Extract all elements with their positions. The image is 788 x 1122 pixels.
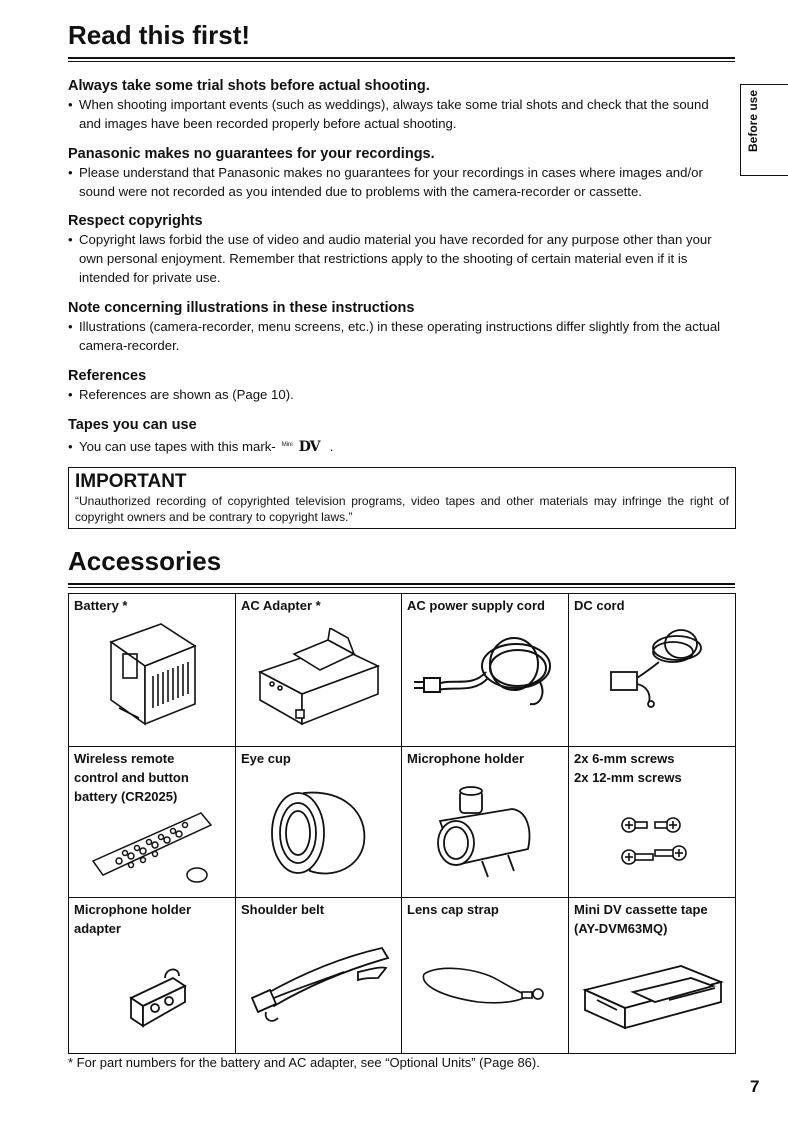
accessory-label: Wireless remote control and button battery (CR2025) xyxy=(74,751,189,804)
section-illustrations xyxy=(68,300,734,356)
section-title: Respect copyrights xyxy=(68,213,203,229)
side-tab-label: Before use xyxy=(746,89,760,153)
section-title: Panasonic makes no guarantees for your recordings. xyxy=(68,146,435,162)
section-trial-shots xyxy=(68,78,734,134)
section-bullet xyxy=(68,438,734,457)
mic-holder-adapter-icon xyxy=(125,964,195,1034)
section-bullet: • Please understand that Panasonic makes no guarantees for your recordings in cases where images and/or sound were not recorded as you intended due to problems with the camera-recorder or cassette. xyxy=(68,164,734,202)
section-bullet: • References are shown as (Page 10). xyxy=(68,386,734,405)
title-rule xyxy=(68,57,735,62)
cassette-tape-icon xyxy=(579,958,729,1038)
accessory-cell-cassette xyxy=(569,898,735,1053)
section-references xyxy=(68,368,734,405)
page-number: 7 xyxy=(750,1077,760,1096)
accessory-label: Battery * xyxy=(74,598,128,613)
accessory-cell-mic-holder xyxy=(402,747,569,898)
page-title: Read this first! xyxy=(68,20,251,50)
accessory-cell-shoulder-belt xyxy=(236,898,402,1053)
mini-dv-logo xyxy=(282,439,326,453)
accessory-cell-remote xyxy=(69,747,236,898)
accessory-label: Shoulder belt xyxy=(241,902,325,917)
accessory-label: Mini DV cassette tape (AY-DVM63MQ) xyxy=(574,902,708,936)
section-title: Always take some trial shots before actual shooting. xyxy=(68,78,430,94)
mini-dv-logo-large: DV xyxy=(298,439,320,455)
power-cord-icon xyxy=(412,622,562,722)
section-tapes xyxy=(68,417,734,457)
dc-cord-icon xyxy=(599,622,719,712)
tapes-text: You can use tapes with this mark- xyxy=(79,439,276,454)
tapes-suffix: . xyxy=(329,439,334,454)
screws-icon xyxy=(615,811,695,875)
accessories-table xyxy=(68,593,736,1054)
section-no-guarantees xyxy=(68,146,734,202)
accessory-label: DC cord xyxy=(574,598,625,613)
eye-cup-icon xyxy=(264,783,374,883)
remote-control-icon xyxy=(89,811,219,891)
section-title: Note concerning illustrations in these instructions xyxy=(68,300,415,316)
side-tab xyxy=(740,84,788,176)
section-copyrights xyxy=(68,213,734,287)
lens-cap-strap-icon xyxy=(418,962,548,1012)
accessory-label: Microphone holder adapter xyxy=(74,902,191,936)
accessory-label: 2x 6-mm screws 2x 12-mm screws xyxy=(574,751,682,785)
accessory-cell-dc-cord xyxy=(569,594,735,747)
section-bullet: • Copyright laws forbid the use of video and audio material you have recorded for any purpose other than your own personal enjoyment. Remember that restrictions apply to the shooting of certain material even if it is intended for private use. xyxy=(68,231,734,287)
accessory-cell-eye-cup xyxy=(236,747,402,898)
microphone-holder-icon xyxy=(432,781,542,891)
section-title: References xyxy=(68,368,147,384)
section-bullet: • Illustrations (camera-recorder, menu screens, etc.) in these operating instructions differ slightly from the actual camera-recorder. xyxy=(68,318,734,356)
accessory-label: Lens cap strap xyxy=(407,902,499,917)
section-title: Tapes you can use xyxy=(68,417,197,433)
important-text: “Unauthorized recording of copyrighted television programs, video tapes and other materials may infringe the right of copyright owners and be contrary to copyright laws.” xyxy=(75,494,729,524)
important-title: IMPORTANT xyxy=(75,471,187,492)
battery-icon xyxy=(105,620,205,730)
section-bullet: • When shooting important events (such as weddings), always take some trial shots and check that the sound and images have been recorded properly before actual shooting. xyxy=(68,96,734,134)
accessory-cell-screws xyxy=(569,747,735,898)
accessory-cell-ac-adapter xyxy=(236,594,402,747)
accessory-cell-battery xyxy=(69,594,236,747)
accessories-title: Accessories xyxy=(68,546,222,576)
accessory-label: Microphone holder xyxy=(407,751,524,766)
shoulder-belt-icon xyxy=(248,938,394,1028)
accessory-cell-power-cord xyxy=(402,594,569,747)
accessory-cell-mic-adapter xyxy=(69,898,236,1053)
accessories-rule xyxy=(68,583,735,588)
mini-dv-logo-small: Mini xyxy=(281,442,293,448)
accessories-footnote: * For part numbers for the battery and AC adapter, see “Optional Units” (Page 86). xyxy=(68,1055,540,1070)
accessory-label: AC Adapter * xyxy=(241,598,321,613)
ac-adapter-icon xyxy=(256,628,382,728)
accessory-cell-lens-cap-strap xyxy=(402,898,569,1053)
accessory-label: AC power supply cord xyxy=(407,598,545,613)
accessory-label: Eye cup xyxy=(241,751,291,766)
important-box xyxy=(68,467,736,529)
